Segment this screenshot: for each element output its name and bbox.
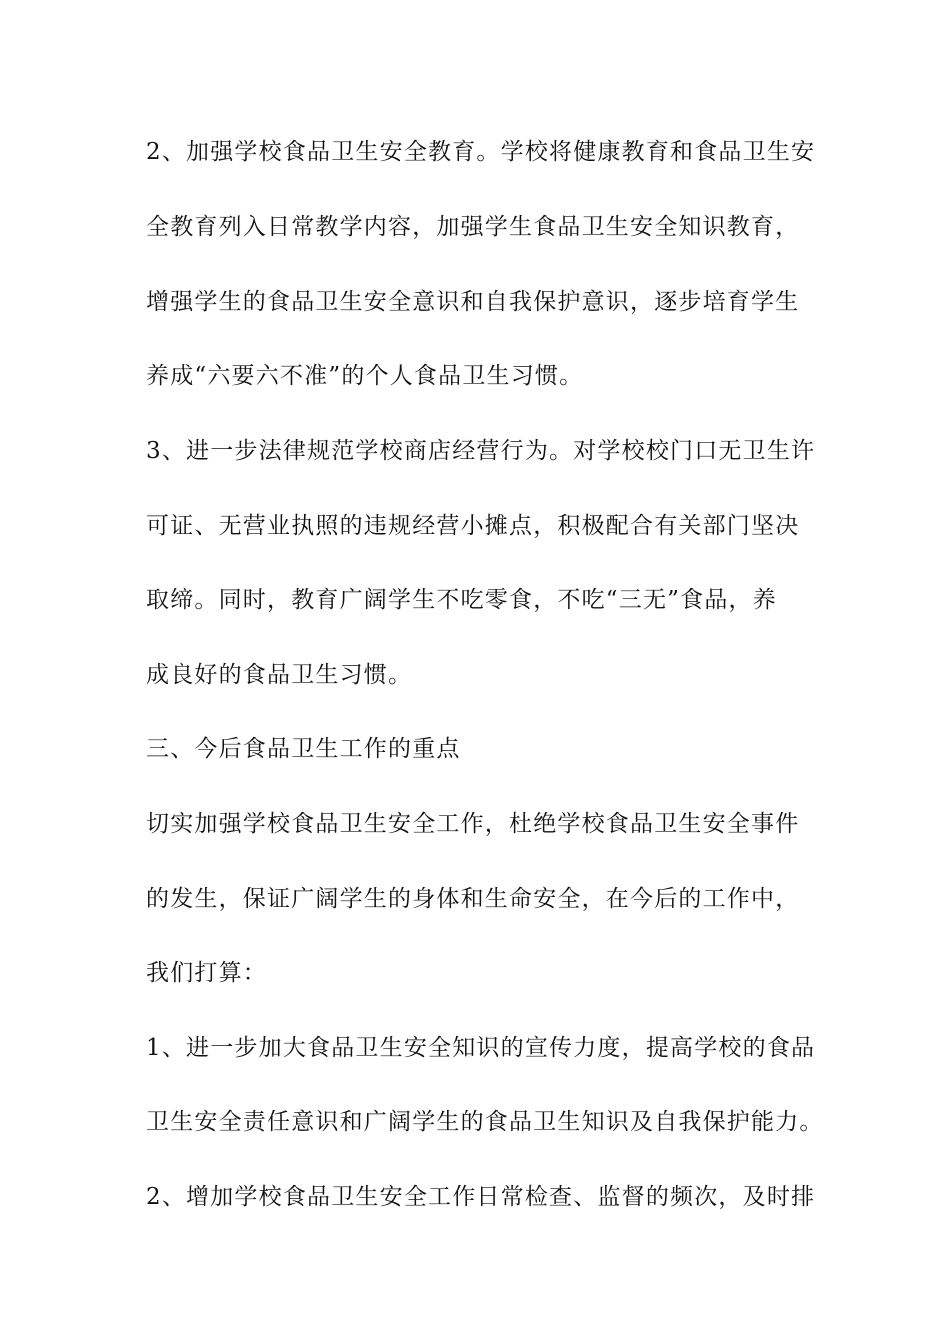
text-line: 我们打算： [146,960,267,986]
text-line: 增强学生的食品卫生安全意识和自我保护意识，逐步培育学生 [146,289,800,315]
text-line: 取缔。同时，教育广阔学生不吃零食，不吃“三无”食品，养 [146,587,777,613]
text-line: 3、进一步法律规范学校商店经营行为。对学校校门口无卫生许 [146,438,816,464]
section-heading: 三、今后食品卫生工作的重点 [146,736,461,762]
text-line: 2、增加学校食品卫生安全工作日常检查、监督的频次，及时排 [146,1184,816,1210]
text-line: 全教育列入日常教学内容，加强学生食品卫生安全知识教育， [146,214,800,240]
text-line: 养成“六要六不准”的个人食品卫生习惯。 [146,363,584,389]
text-line: 可证、无营业执照的违规经营小摊点，积极配合有关部门坚决 [146,513,800,539]
text-line: 的发生，保证广阔学生的身体和生命安全，在今后的工作中， [146,886,800,912]
text-line: 2、加强学校食品卫生安全教育。学校将健康教育和食品卫生安 [146,139,816,165]
text-line: 卫生安全责任意识和广阔学生的食品卫生知识及自我保护能力。 [146,1109,824,1135]
text-line: 1、进一步加大食品卫生安全知识的宣传力度，提高学校的食品 [146,1035,816,1061]
text-line: 切实加强学校食品卫生安全工作，杜绝学校食品卫生安全事件 [146,811,800,837]
text-line: 成良好的食品卫生习惯。 [146,662,413,688]
